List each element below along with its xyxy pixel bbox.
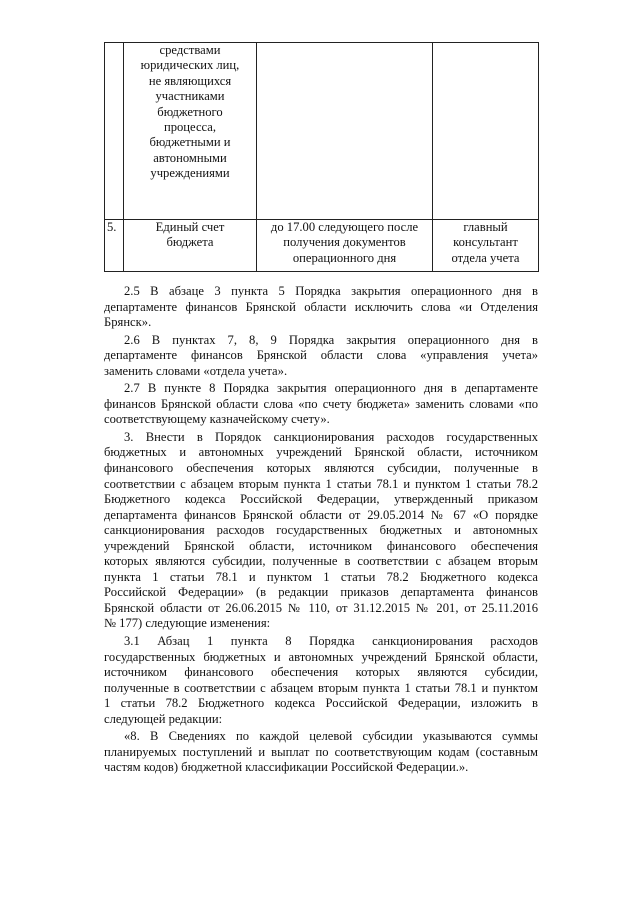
text-line: № 177) следующие изменения: (104, 616, 271, 631)
responsible-cell (433, 43, 539, 220)
cell-line: автономными (153, 150, 227, 165)
text-line: санкционирования расходов государственных бюджетных и автономных (104, 523, 538, 538)
text-line: соответствующему казначейскому счету». (104, 412, 330, 427)
text-line: которых являются субсидии, полученные в соответствии с абзацем вторым (104, 554, 538, 569)
paragraph (104, 729, 538, 776)
text-line: финансового обеспечения которых являются субсидии, полученные в (104, 461, 538, 476)
cell-line: средствами (159, 43, 221, 57)
text-line: Брянской области от 26.06.2015 № 110, от 31.12.2015 № 201, от 25.11.2016 (104, 600, 538, 615)
text-line: финансов Брянской области слова «по счету бюджета» заменить словами «по (104, 396, 538, 411)
account-name-cell (124, 220, 257, 272)
paragraph (104, 381, 538, 428)
deadline-cell (257, 43, 433, 220)
cell-line: до 17.00 следующего после (270, 220, 419, 234)
cell-line: главный (463, 220, 508, 234)
text-line: департаменте финансов Брянской области исключить слова «и Отделения (104, 299, 538, 314)
text-line: 1 статьи 78.2 Бюджетного кодекса Российской Федерации, изложить в (104, 696, 538, 711)
row-number-cell (105, 43, 124, 220)
cell-line: получения документов (283, 235, 406, 250)
cell-line: операционного дня (292, 250, 397, 265)
cell-line: бюджетными и (149, 135, 231, 150)
text-line: Бюджетного кодекса Российской Федерации, утвержденный приказом (104, 492, 538, 507)
row-number-cell: 5. (105, 220, 124, 272)
deadline-cell (257, 220, 433, 272)
cell-line: бюджетного (157, 104, 223, 119)
text-line: частям кодов) бюджетной классификации Российской Федерации.». (104, 760, 469, 775)
text-line: пункта 1 статьи 78.1 и пунктом 1 статьи 78.2 Бюджетного кодекса (104, 569, 538, 584)
table-row (105, 220, 539, 272)
text-line: Российской Федерации» (в редакции приказов департамента финансов (104, 585, 538, 600)
cell-line: учреждениями (150, 166, 230, 181)
text-line: источником финансового обеспечения которых являются субсидии, (104, 665, 538, 680)
text-line: «8. В Сведениях по каждой целевой субсидии указываются суммы (124, 729, 538, 744)
responsible-cell (433, 220, 539, 272)
text-line: бюджетных и автономных учреждений Брянской области, источником (104, 445, 538, 460)
text-line: 3. Внести в Порядок санкционирования расходов государственных (124, 429, 538, 444)
text-line: департамента финансов Брянской области от 29.05.2014 № 67 «О порядке (104, 507, 538, 522)
cell-line: участниками (155, 89, 225, 104)
cell-line: консультант (453, 235, 518, 250)
text-line: планируемых поступлений и выплат по соответствующим кодам (составным (104, 744, 538, 759)
text-line: следующей редакции: (104, 711, 223, 726)
table-row (105, 43, 539, 220)
cell-line: не являющихся (148, 73, 232, 88)
cell-line: Единый счет (155, 220, 225, 234)
cell-line: отдела учета (451, 250, 520, 265)
text-line: полученные в соответствии с абзацем вторым пункта 1 статьи 78.1 и пунктом (104, 680, 538, 695)
text-line: государственных бюджетных и автономных учреждений Брянской области, (104, 649, 538, 664)
text-line: соответствии с абзацем вторым пункта 1 статьи 78.1 и пунктом 1 статьи 78.2 (104, 476, 538, 491)
text-line: Брянск». (104, 315, 152, 330)
text-line: департаменте финансов Брянской области слова «управления учета» (104, 348, 538, 363)
text-line: 2.6 В пунктах 7, 8, 9 Порядка закрытия операционного дня в (124, 332, 538, 347)
paragraph (104, 284, 538, 331)
account-name-cell (124, 43, 257, 220)
text-line: учреждений Брянской области, источником финансового обеспечения (104, 538, 538, 553)
document-body (104, 284, 538, 778)
cell-line: бюджета (166, 235, 214, 250)
cell-line: юридических лиц, (140, 58, 240, 73)
paragraph (104, 430, 538, 632)
paragraph (104, 333, 538, 380)
paragraph (104, 634, 538, 727)
text-line: 2.7 В пункте 8 Порядка закрытия операционного дня в департаменте (124, 381, 538, 396)
text-line: 3.1 Абзац 1 пункта 8 Порядка санкционирования расходов (124, 634, 538, 649)
schedule-table (104, 42, 539, 272)
text-line: заменить словами «отдела учета». (104, 363, 288, 378)
text-line: 2.5 В абзаце 3 пункта 5 Порядка закрытия операционного дня в (124, 284, 538, 298)
cell-line: процесса, (163, 120, 217, 135)
